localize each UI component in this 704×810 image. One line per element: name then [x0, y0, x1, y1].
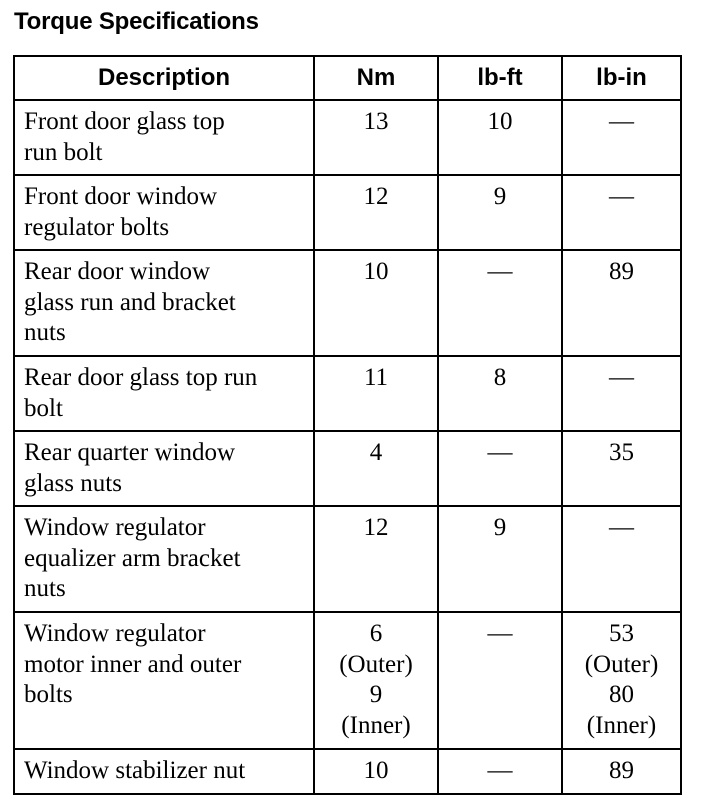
description-text: Front door window regulator bolts [24, 183, 218, 241]
description-cell [14, 250, 314, 356]
nm-value: 13 [363, 108, 389, 135]
lbin-cell [562, 506, 681, 612]
nm-value: 4 [369, 439, 383, 466]
lbin-value: — [609, 364, 634, 391]
description-text: Rear door window glass run and bracket nuts [24, 258, 236, 346]
nm-value: 6 (Outer) 9 (Inner) [339, 620, 413, 739]
lbin-cell [562, 175, 681, 250]
lbin-cell [562, 612, 681, 749]
nm-value: 10 [363, 757, 389, 784]
nm-cell [314, 356, 438, 431]
lbft-cell [438, 431, 562, 506]
nm-value: 11 [363, 364, 389, 391]
description-cell [14, 431, 314, 506]
lbin-cell [562, 250, 681, 356]
table-row [14, 100, 681, 175]
table-row [14, 749, 681, 794]
page-title: Torque Specifications [14, 8, 259, 35]
description-text: Window regulator equalizer arm bracket nuts [24, 514, 241, 602]
lbft-cell [438, 506, 562, 612]
column-header-lbin: lb-in [562, 56, 681, 100]
nm-cell [314, 175, 438, 250]
nm-cell [314, 250, 438, 356]
nm-cell [314, 431, 438, 506]
lbft-value: 10 [487, 108, 513, 135]
lbft-cell [438, 749, 562, 794]
description-text: Rear quarter window glass nuts [24, 439, 236, 497]
lbin-cell [562, 100, 681, 175]
lbft-cell [438, 175, 562, 250]
nm-cell [314, 749, 438, 794]
lbin-value: 89 [609, 258, 634, 285]
lbft-cell [438, 100, 562, 175]
lbft-value: — [487, 757, 513, 784]
lbin-value: — [609, 183, 634, 210]
table-row [14, 175, 681, 250]
lbin-value: 53 (Outer) 80 (Inner) [584, 620, 659, 739]
nm-value: 12 [363, 183, 389, 210]
nm-cell [314, 100, 438, 175]
nm-value: 12 [363, 514, 389, 541]
description-cell [14, 175, 314, 250]
lbft-cell [438, 612, 562, 749]
table-row [14, 506, 681, 612]
description-text: Window regulator motor inner and outer bolts [24, 620, 242, 708]
column-header-nm: Nm [314, 56, 438, 100]
lbft-value: 9 [493, 514, 507, 541]
column-header-description: Description [14, 56, 314, 100]
lbft-value: — [487, 439, 513, 466]
lbft-cell [438, 356, 562, 431]
column-header-lbft: lb-ft [438, 56, 562, 100]
nm-cell [314, 506, 438, 612]
description-text: Front door glass top run bolt [24, 108, 225, 166]
nm-value: 10 [363, 258, 389, 285]
description-text: Rear door glass top run bolt [24, 364, 258, 422]
description-cell [14, 612, 314, 749]
table-row [14, 431, 681, 506]
description-text: Window stabilizer nut [24, 757, 246, 784]
lbin-value: — [609, 514, 634, 541]
description-cell [14, 749, 314, 794]
lbft-cell [438, 250, 562, 356]
lbin-value: 35 [609, 439, 634, 466]
table-row [14, 250, 681, 356]
description-cell [14, 506, 314, 612]
lbin-value: — [609, 108, 634, 135]
lbin-value: 89 [609, 757, 634, 784]
lbin-cell [562, 749, 681, 794]
lbft-value: — [487, 258, 513, 285]
nm-cell [314, 612, 438, 749]
description-cell [14, 356, 314, 431]
table-header-row [14, 56, 681, 100]
lbin-cell [562, 431, 681, 506]
lbin-cell [562, 356, 681, 431]
lbft-value: 8 [493, 364, 507, 391]
lbft-value: 9 [493, 183, 507, 210]
description-cell [14, 100, 314, 175]
table-row [14, 356, 681, 431]
table-row [14, 612, 681, 749]
lbft-value: — [487, 620, 513, 647]
torque-spec-table [13, 55, 682, 795]
